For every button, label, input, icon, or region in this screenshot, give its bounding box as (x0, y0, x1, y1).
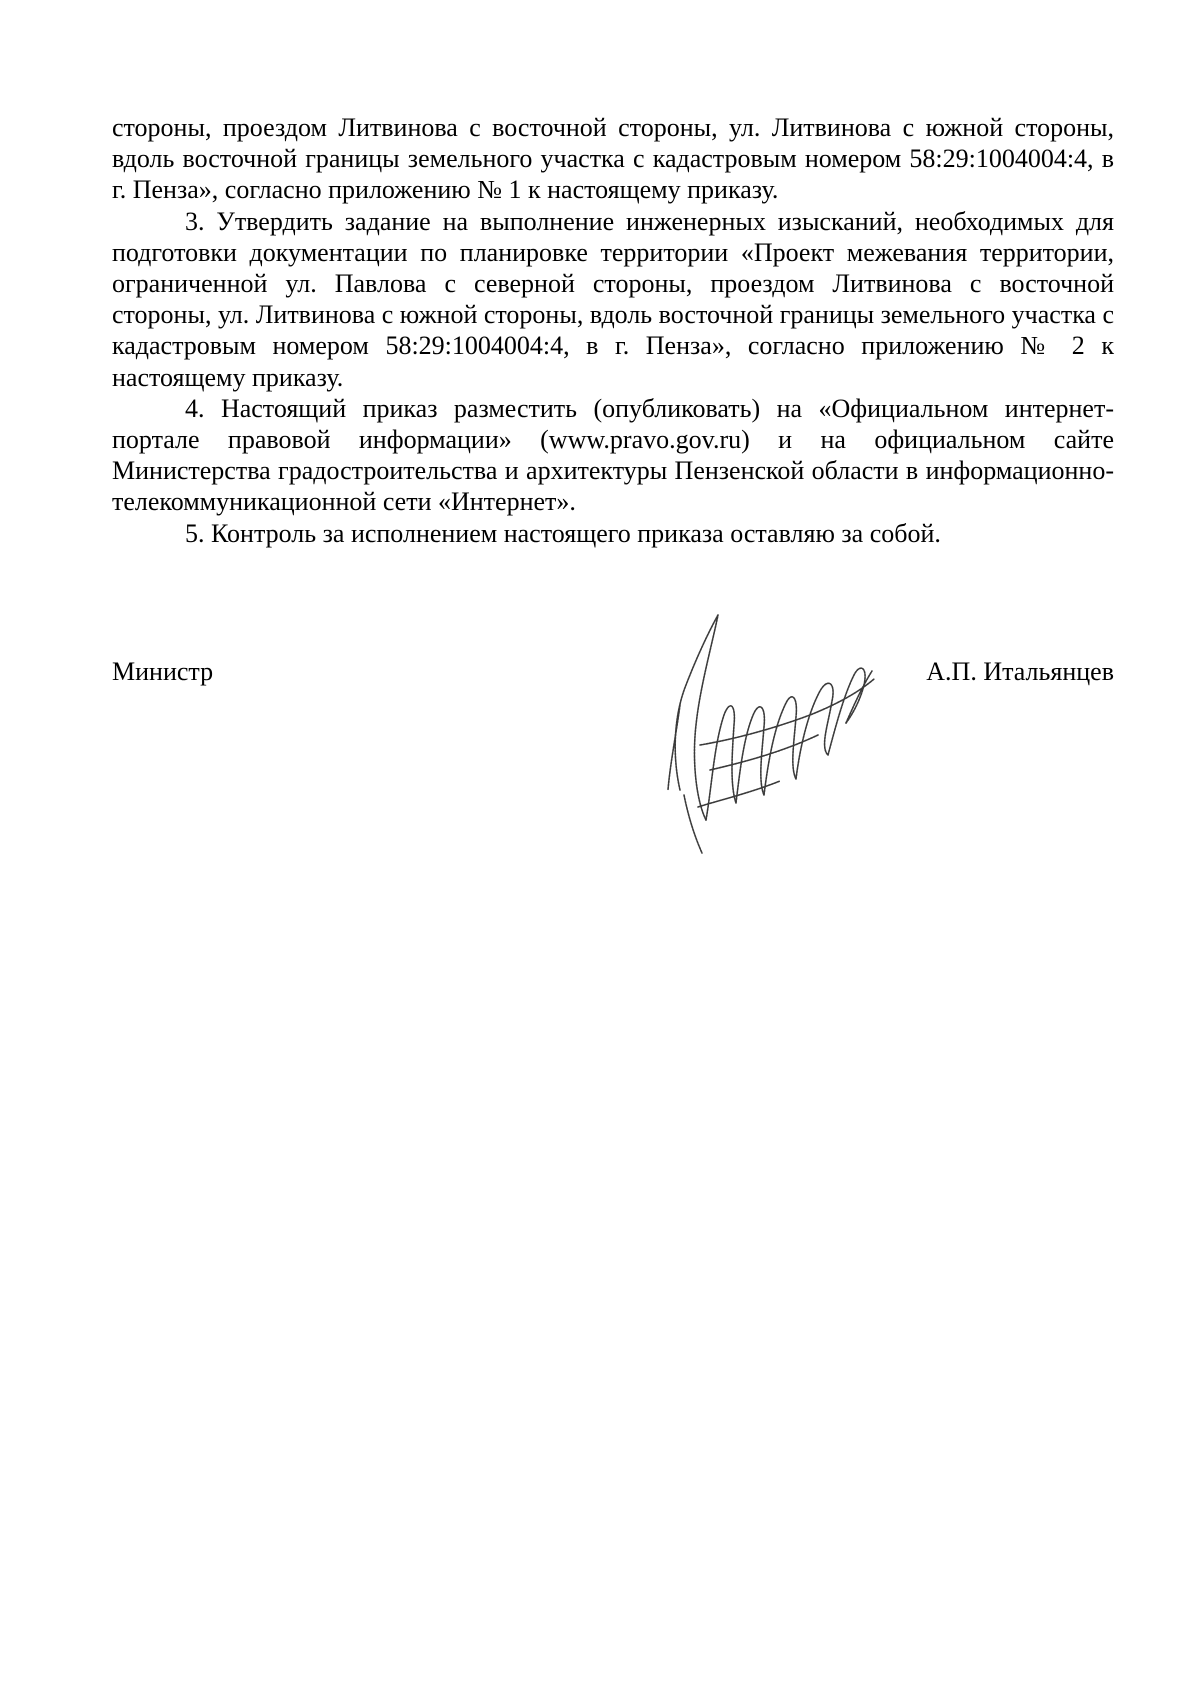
paragraph-item-3: 3. Утвердить задание на выполнение инженерных изысканий, необходимых для подготовки документации по планировке территории «Проект межевания территории, ограниченной ул. Павлова с северной стороны, проездом Литвинова с восточной стороны, ул. Литвинова с южной стороны, вдоль восточной границы земельного участка с кадастровым номером 58:29:1004004:4, в г. Пенза», согласно приложению № 2 к настоящему приказу. (112, 206, 1115, 392)
signer-name: А.П. Итальянцев (926, 657, 1114, 686)
paragraph-item-4: 4. Настоящий приказ разместить (опубликовать) на «Официальном интернет-портале правовой информации» (www.pravo.gov.ru) и на официальном сайте Министерства градостроительства и архитектуры Пензенской области в информационно-телекоммуникационной сети «Интернет». (112, 393, 1114, 517)
paragraph-continuation: стороны, проездом Литвинова с восточной стороны, ул. Литвинова с южной стороны, вдоль восточной границы земельного участка с кадастровым номером 58:29:1004004:4, в г. Пенза», согласно приложению № 1 к настоящему приказу. (112, 113, 1114, 205)
handwritten-signature (640, 595, 880, 865)
paragraph-item-5: 5. Контроль за исполнением настоящего приказа оставляю за собой. (185, 518, 941, 548)
document-body (112, 112, 1114, 549)
signer-position: Министр (112, 657, 214, 686)
signature-block (112, 656, 1114, 696)
